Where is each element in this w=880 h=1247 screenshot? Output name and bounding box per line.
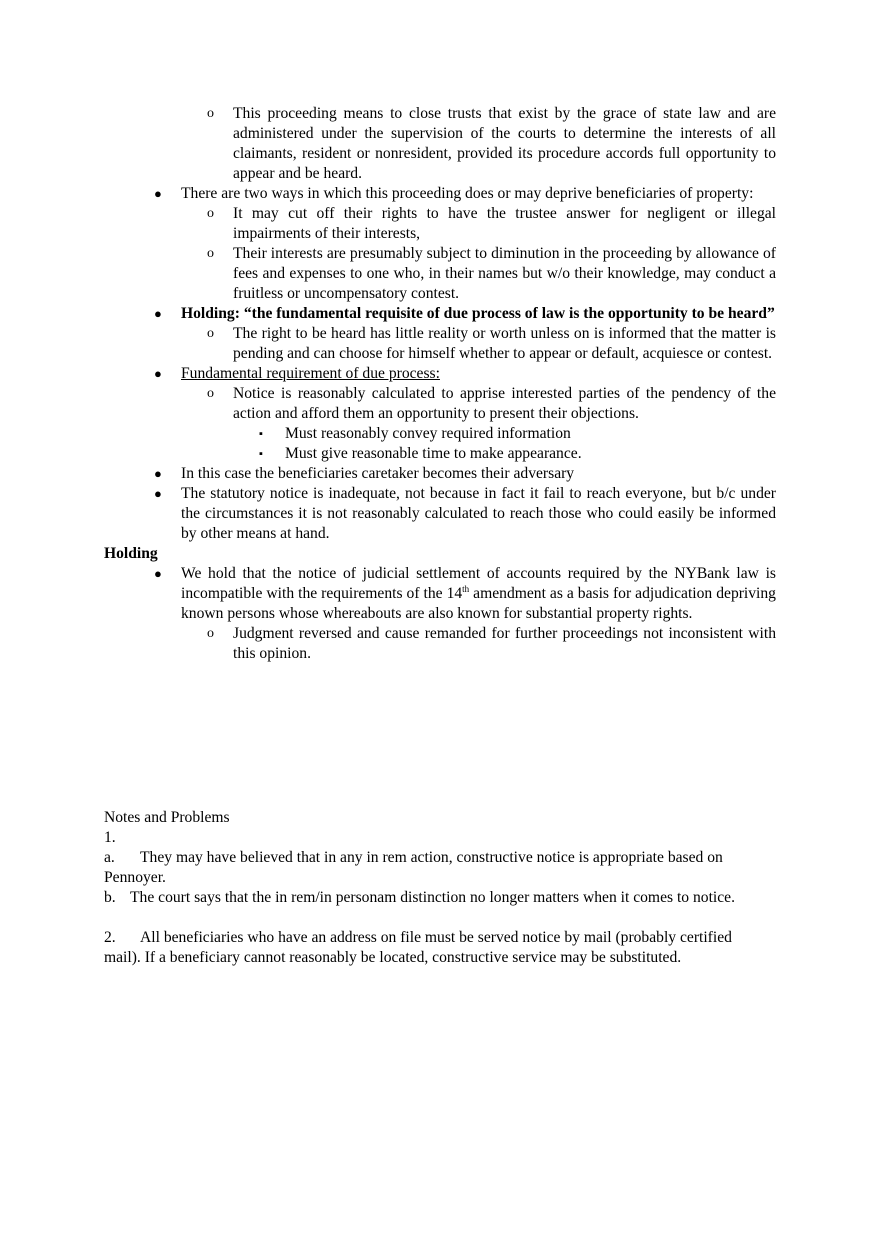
- due-process-requirement-heading: Fundamental requirement of due process:: [181, 365, 440, 382]
- circle-bullet-icon: o: [207, 626, 214, 641]
- circle-bullet-icon: o: [207, 206, 214, 221]
- square-bullet-icon: ▪: [259, 448, 263, 460]
- dot-bullet-icon: ●: [154, 566, 162, 581]
- spacer: [104, 908, 769, 928]
- case-outline: [0, 104, 880, 664]
- dot-bullet-icon: ●: [154, 186, 162, 201]
- holding-statement: ● Holding: “the fundamental requisite of due process of law is the opportunity to be heard”: [154, 305, 775, 322]
- list-item: ▪ Must give reasonable time to make appearance.: [259, 445, 582, 462]
- list-item: o This proceeding means to close trusts that exist by the grace of state law and are administered under the supervision of the courts to determine the interests of all claimants, resident or nonresident, provided its procedure accords full opportunity to appear and be heard.: [207, 105, 776, 182]
- list-item: [154, 364, 776, 384]
- list-item: o Their interests are presumably subject to diminution in the proceeding by allowance of fees and expenses to one who, in their names but w/o their knowledge, may conduct a fruitless or uncompensatory contest.: [207, 245, 776, 302]
- list-item: ● We hold that the notice of judicial settlement of accounts required by the NYBank law is incompatible with the requirements of the 14th amendment as a basis for adjudication depriving known persons whose whereabouts are also known for substantial property rights.: [154, 565, 776, 622]
- holding-heading: Holding: [104, 545, 158, 562]
- list-item: ▪ Must reasonably convey required information: [259, 425, 571, 442]
- list-item: ● There are two ways in which this proceeding does or may deprive beneficiaries of property:: [154, 185, 754, 202]
- dot-bullet-icon: ●: [154, 486, 162, 501]
- circle-bullet-icon: o: [207, 106, 214, 121]
- list-item: ● In this case the beneficiaries caretaker becomes their adversary: [154, 465, 575, 482]
- note-2: 2. All beneficiaries who have an address on file must be served notice by mail (probably certified mail). If a beneficiary cannot reasonably be located, constructive service may be substituted.: [104, 929, 732, 966]
- note-a: a. They may have believed that in any in rem action, constructive notice is appropriate based on Pennoyer.: [104, 849, 723, 886]
- notes-title: Notes and Problems: [104, 809, 230, 826]
- note-number: 1.: [104, 829, 116, 846]
- circle-bullet-icon: o: [207, 326, 214, 341]
- square-bullet-icon: ▪: [259, 428, 263, 440]
- dot-bullet-icon: ●: [154, 466, 162, 481]
- note-b: b. The court says that the in rem/in personam distinction no longer matters when it comes to notice.: [104, 889, 735, 906]
- dot-bullet-icon: ●: [154, 366, 162, 381]
- list-item: o Notice is reasonably calculated to apprise interested parties of the pendency of the action and afford them an opportunity to present their objections.: [207, 385, 776, 422]
- dot-bullet-icon: ●: [154, 306, 162, 321]
- list-item: o Judgment reversed and cause remanded for further proceedings not inconsistent with this opinion.: [207, 625, 776, 662]
- list-item: o The right to be heard has little reality or worth unless on is informed that the matter is pending and can choose for himself whether to appear or default, acquiesce or contest.: [207, 325, 776, 362]
- circle-bullet-icon: o: [207, 246, 214, 261]
- circle-bullet-icon: o: [207, 386, 214, 401]
- superscript: th: [462, 583, 470, 594]
- notes-section: [104, 808, 769, 968]
- list-item: ● The statutory notice is inadequate, not because in fact it fail to reach everyone, but b/c under the circumstances it is not reasonably calculated to reach those who could easily be informed by other means at hand.: [154, 485, 776, 542]
- list-item: o It may cut off their rights to have the trustee answer for negligent or illegal impairments of their interests,: [207, 205, 776, 242]
